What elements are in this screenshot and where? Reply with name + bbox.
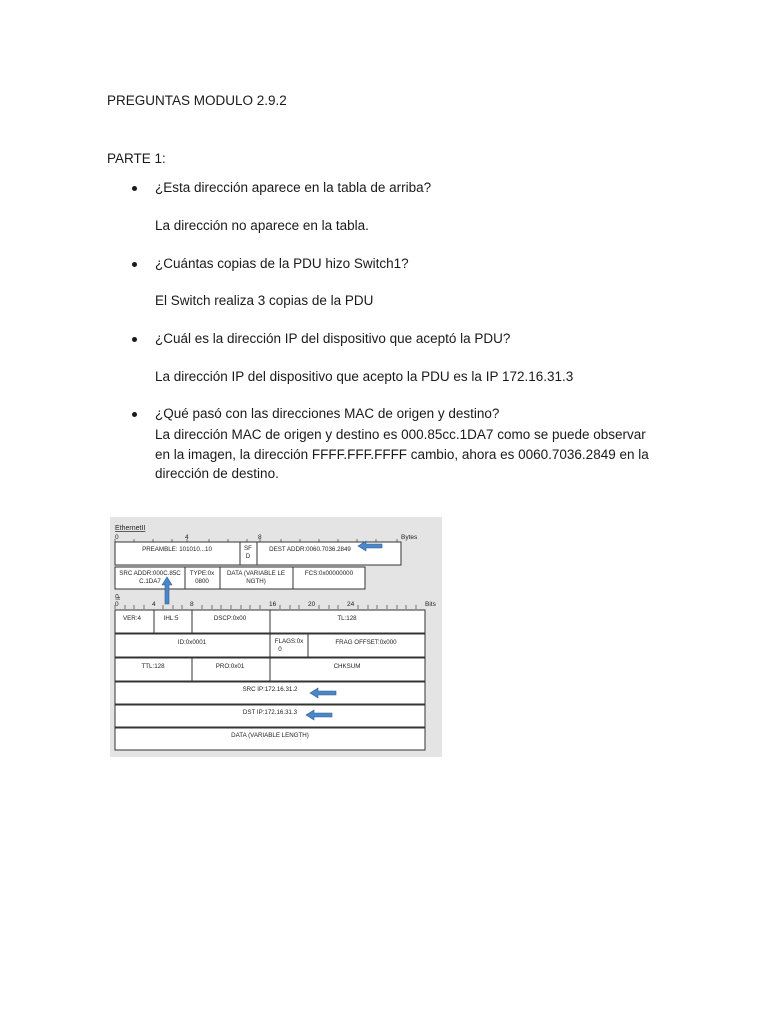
pdu-header-diagram bbox=[110, 517, 442, 757]
answer-text: La dirección MAC de origen y destino es 000.85cc.1DA7 como se puede observar en la imagen, la dirección FFFF.FFF.FFFF cambio, ahora es 0060.7036.2849 en la dirección de destino. bbox=[155, 427, 649, 481]
bullet-icon bbox=[132, 262, 137, 267]
bullet-icon bbox=[132, 186, 137, 191]
ruler-number: 4 bbox=[152, 601, 156, 608]
question-text: ¿Qué pasó con las direcciones MAC de origen y destino? bbox=[155, 406, 500, 421]
ruler-number: 8 bbox=[258, 534, 262, 541]
ruler-unit: Bits bbox=[425, 601, 436, 608]
data-label-line2: NGTH) bbox=[246, 578, 266, 585]
ihl-label: IHL:5 bbox=[163, 615, 179, 622]
dest-addr-label: DEST ADDR:0060.7036.2849 bbox=[269, 546, 351, 553]
sfd-label-line2: D bbox=[245, 553, 251, 560]
ruler-number: 0 bbox=[115, 534, 119, 541]
flags-label-line2: 0 bbox=[278, 646, 282, 653]
ruler-number: 24 bbox=[347, 601, 355, 608]
answer-text: El Switch realiza 3 copias de la PDU bbox=[155, 293, 374, 308]
bullet-icon bbox=[132, 337, 137, 342]
ruler-number: 8 bbox=[190, 601, 194, 608]
flags-label-line1: FLAGS:0x bbox=[274, 638, 304, 645]
ttl-label: TTL:128 bbox=[141, 663, 165, 670]
pdu-header-figure bbox=[110, 517, 442, 757]
data-label-line1: DATA (VARIABLE LE bbox=[226, 570, 286, 577]
tl-label: TL:128 bbox=[337, 615, 357, 622]
ruler-number: 4 bbox=[185, 534, 189, 541]
dst-ip-label: DST IP:172.16.31.3 bbox=[242, 709, 298, 716]
ethernet-label: EthernetII bbox=[115, 525, 146, 532]
answer-text: La dirección IP del dispositivo que acepto la PDU es la IP 172.16.31.3 bbox=[155, 369, 574, 384]
preamble-label: PREAMBLE: 101010...10 bbox=[142, 546, 212, 553]
ruler-number: 0 bbox=[115, 601, 119, 608]
ver-label: VER:4 bbox=[123, 615, 141, 622]
ruler-unit: Bytes bbox=[401, 534, 418, 541]
bullet-icon bbox=[132, 412, 137, 417]
question-text: ¿Cuál es la dirección IP del dispositivo que aceptó la PDU? bbox=[155, 331, 511, 346]
document-title: PREGUNTAS MODULO 2.9.2 bbox=[107, 93, 287, 108]
question-text: ¿Esta dirección aparece en la tabla de arriba? bbox=[155, 180, 432, 195]
dscp-label: DSCP:0x00 bbox=[213, 615, 247, 622]
answer-text: La dirección no aparece en la tabla. bbox=[155, 218, 369, 233]
src-addr-label-line2: C.1DA7 bbox=[139, 578, 161, 585]
id-label: ID:0x0001 bbox=[177, 639, 207, 646]
chksum-label: CHKSUM bbox=[333, 663, 361, 670]
type-label-line1: TYPE:0x bbox=[189, 570, 215, 577]
ip-label: IP bbox=[115, 593, 122, 600]
type-label-line2: 0800 bbox=[195, 578, 209, 585]
ip-data-label: DATA (VARIABLE LENGTH) bbox=[231, 732, 309, 739]
frag-offset-label: FRAG OFFSET:0x000 bbox=[335, 639, 397, 646]
pro-label: PRO:0x01 bbox=[215, 663, 245, 670]
src-addr-label-line1: SRC ADDR:000C.85C bbox=[119, 570, 181, 577]
ruler-number: 16 bbox=[269, 601, 277, 608]
sfd-label-line1: SF bbox=[244, 545, 252, 552]
question-text: ¿Cuántas copias de la PDU hizo Switch1? bbox=[155, 256, 409, 271]
fcs-label: FCS:0x00000000 bbox=[304, 570, 354, 577]
src-ip-label: SRC IP:172.16.31.2 bbox=[242, 686, 298, 693]
ip-bit-ruler bbox=[115, 601, 437, 609]
ruler-number: 20 bbox=[308, 601, 316, 608]
section-heading: PARTE 1: bbox=[107, 151, 166, 166]
